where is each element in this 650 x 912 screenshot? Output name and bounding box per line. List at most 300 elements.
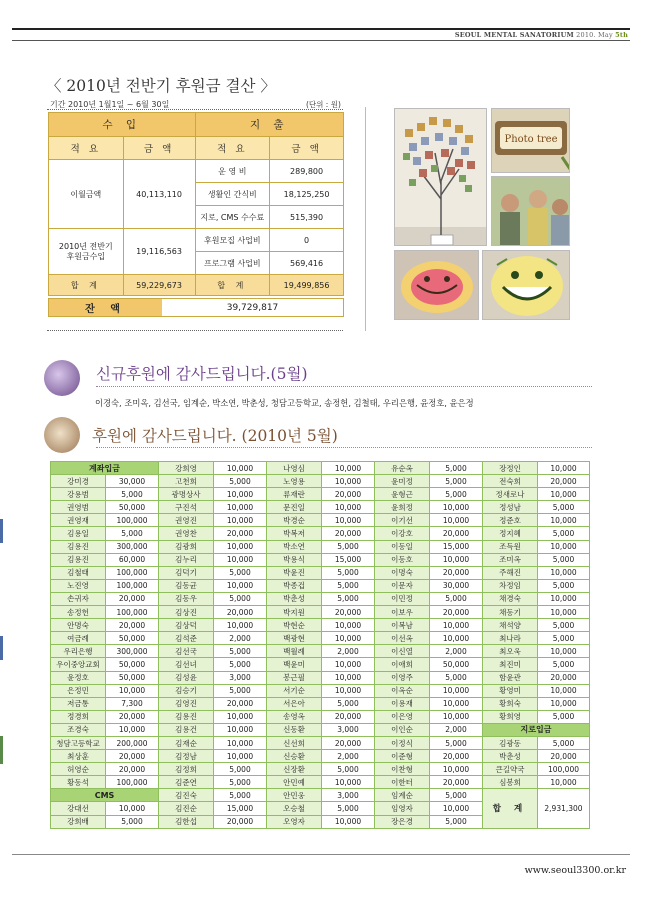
donor-amount: 20,000 — [430, 566, 483, 579]
donor-amount: 5,000 — [214, 658, 267, 671]
donor-amount: 20,000 — [322, 710, 375, 723]
donor-amount: 5,000 — [214, 789, 267, 802]
donor-name: 안민웅 — [267, 789, 322, 802]
donations-title: 후원에 감사드립니다. (2010년 5월) — [92, 427, 338, 445]
donor-name: 이영주 — [375, 671, 430, 684]
donor-amount: 100,000 — [106, 606, 159, 619]
total-label: 합 계 — [49, 275, 124, 296]
donor-name: 강대선 — [51, 802, 106, 815]
donor-amount: 5,000 — [430, 671, 483, 684]
header-rule — [12, 28, 630, 30]
balance-row — [48, 298, 344, 317]
donor-amount: 10,000 — [430, 763, 483, 776]
table-row — [51, 684, 590, 697]
donor-name: 류재란 — [267, 488, 322, 501]
donor-amount: 20,000 — [106, 763, 159, 776]
footer-url: www.seoul3300.or.kr — [524, 865, 626, 876]
donor-amount: 20,000 — [322, 488, 375, 501]
donor-name: 권영범 — [51, 501, 106, 514]
donor-name: 차정임 — [483, 579, 538, 592]
expense-label: 운 영 비 — [195, 160, 270, 183]
page-number: 5th — [615, 31, 628, 39]
table-row — [51, 488, 590, 501]
photo-tree-image — [394, 108, 487, 246]
donor-amount: 100,000 — [538, 763, 590, 776]
donor-name: 저금통 — [51, 697, 106, 710]
donor-name: 백광현 — [267, 632, 322, 645]
donor-amount: 2,000 — [322, 645, 375, 658]
donor-amount: 5,000 — [538, 501, 590, 514]
donor-amount: 3,000 — [322, 789, 375, 802]
donor-amount: 5,000 — [214, 592, 267, 605]
donor-name: 서은아 — [267, 697, 322, 710]
donor-amount: 5,000 — [322, 592, 375, 605]
table-row — [51, 566, 590, 579]
donor-name: 임계순 — [375, 789, 430, 802]
donor-name: 김용건 — [159, 723, 214, 736]
edge-mark — [0, 636, 3, 660]
donor-amount: 30,000 — [106, 475, 159, 488]
donor-name: 오승철 — [267, 802, 322, 815]
donor-amount: 10,000 — [430, 514, 483, 527]
expense-amount: 289,800 — [270, 160, 344, 183]
donor-amount: 100,000 — [106, 514, 159, 527]
donor-amount: 10,000 — [538, 776, 590, 789]
donor-amount: 20,000 — [106, 619, 159, 632]
donor-amount: 100,000 — [106, 566, 159, 579]
table-row — [51, 723, 590, 736]
donor-name: 황영미 — [483, 684, 538, 697]
donor-amount: 10,000 — [322, 462, 375, 475]
donor-name: 박현순 — [267, 619, 322, 632]
donor-amount: 10,000 — [214, 488, 267, 501]
donor-name: 큰길약국 — [483, 763, 538, 776]
photo-people — [491, 176, 570, 246]
donor-name: 송정헌 — [51, 606, 106, 619]
donor-amount: 10,000 — [214, 723, 267, 736]
income-amount: 40,113,110 — [123, 160, 195, 229]
hourglass-icon — [44, 360, 80, 396]
donor-amount: 5,000 — [430, 488, 483, 501]
donor-amount: 10,000 — [538, 514, 590, 527]
table-row — [51, 475, 590, 488]
donor-amount: 10,000 — [430, 710, 483, 723]
table-row — [51, 632, 590, 645]
donor-amount: 20,000 — [430, 606, 483, 619]
donor-amount: 10,000 — [106, 802, 159, 815]
expense-amount: 515,390 — [270, 206, 344, 229]
donor-amount: 3,000 — [322, 723, 375, 736]
donor-amount: 5,000 — [322, 763, 375, 776]
table-row — [51, 710, 590, 723]
donor-amount: 10,000 — [322, 815, 375, 828]
table-row — [51, 592, 590, 605]
income-total: 59,229,673 — [123, 275, 195, 296]
donor-amount: 20,000 — [430, 527, 483, 540]
donations-table — [50, 461, 590, 829]
donor-name: 김선국 — [159, 645, 214, 658]
col-desc: 적 요 — [195, 137, 270, 160]
donor-name: 여금례 — [51, 632, 106, 645]
donor-name: 노진영 — [51, 579, 106, 592]
donor-amount: 5,000 — [430, 815, 483, 828]
donor-name: 이신열 — [375, 645, 430, 658]
new-donors-title: 신규후원에 감사드립니다.(5월) — [96, 365, 308, 383]
donor-name: 박경순 — [267, 514, 322, 527]
expense-amount: 569,416 — [270, 252, 344, 275]
donor-name: 이옥순 — [375, 684, 430, 697]
table-row — [51, 658, 590, 671]
donor-amount: 20,000 — [322, 736, 375, 749]
donor-name: 김용진 — [159, 710, 214, 723]
donor-amount: 10,000 — [322, 671, 375, 684]
donor-name: 김상진 — [159, 606, 214, 619]
donor-name: 이애희 — [375, 658, 430, 671]
donor-name: 강희영 — [159, 462, 214, 475]
table-row — [51, 645, 590, 658]
donor-name: 안명숙 — [51, 619, 106, 632]
report-title: 〈 2010년 전반기 후원금 결산 〉 — [46, 77, 276, 95]
donor-amount: 10,000 — [322, 632, 375, 645]
header-date: 2010. May — [576, 31, 613, 39]
donor-name: 김진순 — [159, 802, 214, 815]
donor-amount: 10,000 — [214, 501, 267, 514]
donor-amount: 2,000 — [430, 645, 483, 658]
expense-label: 프로그램 사업비 — [195, 252, 270, 275]
donor-name: 권영진 — [159, 514, 214, 527]
donor-name: 주해진 — [483, 566, 538, 579]
donor-amount: 10,000 — [538, 645, 590, 658]
expense-label: 지로, CMS 수수료 — [195, 206, 270, 229]
donor-amount: 10,000 — [430, 802, 483, 815]
settlement-table — [48, 112, 344, 296]
donor-amount: 5,000 — [106, 815, 159, 828]
donor-name: 채석양 — [483, 619, 538, 632]
donor-name: 권영재 — [51, 514, 106, 527]
donor-amount: 10,000 — [322, 514, 375, 527]
donor-amount: 20,000 — [106, 750, 159, 763]
report-unit: (단위 : 원) — [306, 100, 341, 109]
section-header: CMS — [51, 789, 159, 802]
donor-name: 최상훈 — [51, 750, 106, 763]
donor-amount: 5,000 — [430, 736, 483, 749]
donor-name: 윤희정 — [375, 501, 430, 514]
donor-amount: 20,000 — [538, 750, 590, 763]
donor-amount: 10,000 — [322, 501, 375, 514]
expense-label: 후원모집 사업비 — [195, 229, 270, 252]
donor-amount: 5,000 — [430, 592, 483, 605]
donor-amount: 5,000 — [322, 697, 375, 710]
donor-name: 강용범 — [51, 488, 106, 501]
donor-name: 유순옥 — [375, 462, 430, 475]
donor-name: 고천희 — [159, 475, 214, 488]
donor-name: 김준연 — [159, 776, 214, 789]
edge-mark — [0, 519, 3, 543]
donor-name: 채경숙 — [483, 592, 538, 605]
donor-amount: 200,000 — [106, 736, 159, 749]
donor-amount: 15,000 — [214, 802, 267, 815]
sign-text: Photo tree — [504, 134, 558, 145]
donor-name: 김석준 — [159, 632, 214, 645]
donor-amount: 10,000 — [538, 684, 590, 697]
donor-name: 이정식 — [375, 736, 430, 749]
donor-name: 김용진 — [51, 540, 106, 553]
donor-amount: 10,000 — [538, 606, 590, 619]
donor-amount: 10,000 — [430, 501, 483, 514]
donor-amount: 5,000 — [538, 619, 590, 632]
expense-label: 생활인 간식비 — [195, 183, 270, 206]
donor-amount: 3,000 — [214, 671, 267, 684]
donor-amount: 10,000 — [214, 736, 267, 749]
income-label: 2010년 전반기 후원금수입 — [49, 229, 124, 275]
total-label: 합 계 — [483, 789, 538, 828]
donor-amount: 10,000 — [214, 540, 267, 553]
donor-name: 이명숙 — [375, 566, 430, 579]
donor-name: 이찬형 — [375, 763, 430, 776]
donor-amount: 20,000 — [538, 475, 590, 488]
donor-name: 이문자 — [375, 579, 430, 592]
donor-name: 이동호 — [375, 553, 430, 566]
photo-craft-2 — [482, 250, 570, 320]
donor-amount: 10,000 — [322, 619, 375, 632]
table-row — [51, 789, 590, 802]
donor-amount: 5,000 — [538, 579, 590, 592]
donor-amount: 2,000 — [322, 750, 375, 763]
donor-name: 심봉희 — [483, 776, 538, 789]
donor-name: 조미옥 — [483, 553, 538, 566]
donor-name: 김정남 — [159, 750, 214, 763]
col-amount: 금 액 — [123, 137, 195, 160]
donor-name: 조경숙 — [51, 723, 106, 736]
donor-amount: 50,000 — [106, 671, 159, 684]
donor-name: 김정희 — [159, 763, 214, 776]
donor-name: 김철태 — [51, 566, 106, 579]
donor-name: 이민정 — [375, 592, 430, 605]
column-divider — [365, 107, 366, 331]
table-row — [51, 553, 590, 566]
donor-amount: 10,000 — [214, 553, 267, 566]
donor-name: 김광희 — [159, 540, 214, 553]
donor-amount: 5,000 — [322, 540, 375, 553]
donor-name: 광명상사 — [159, 488, 214, 501]
donor-name: 이복남 — [375, 619, 430, 632]
donor-amount: 5,000 — [430, 789, 483, 802]
donor-amount: 20,000 — [214, 606, 267, 619]
donor-amount: 10,000 — [430, 684, 483, 697]
donor-amount: 5,000 — [430, 462, 483, 475]
donor-name: 박춘성 — [483, 750, 538, 763]
coins-icon — [44, 417, 80, 453]
donor-name: 이선옥 — [375, 632, 430, 645]
section-header: 계좌입금 — [51, 462, 159, 475]
header-rule — [12, 40, 630, 41]
donor-name: 청담고등학교 — [51, 736, 106, 749]
donor-name: 강희배 — [51, 815, 106, 828]
donor-name: 김승기 — [159, 684, 214, 697]
donor-amount: 10,000 — [322, 475, 375, 488]
section-header: 지로입금 — [483, 723, 590, 736]
donor-amount: 10,000 — [214, 514, 267, 527]
donor-name: 김동균 — [159, 579, 214, 592]
donor-name: 이강호 — [375, 527, 430, 540]
donor-amount: 5,000 — [214, 763, 267, 776]
donor-name: 임영자 — [375, 802, 430, 815]
donor-name: 최진미 — [483, 658, 538, 671]
donor-name: 윤형근 — [375, 488, 430, 501]
donor-name: 은정민 — [51, 684, 106, 697]
donor-amount: 5,000 — [214, 684, 267, 697]
donor-amount: 10,000 — [214, 710, 267, 723]
donor-name: 신장환 — [267, 763, 322, 776]
donor-amount: 5,000 — [538, 736, 590, 749]
income-label: 이월금액 — [49, 160, 124, 229]
donor-name: 박춘성 — [267, 592, 322, 605]
donor-name: 이은영 — [375, 710, 430, 723]
donor-name: 윤정호 — [51, 671, 106, 684]
table-row — [51, 750, 590, 763]
donor-amount: 15,000 — [430, 540, 483, 553]
donor-amount: 20,000 — [106, 592, 159, 605]
table-row — [51, 540, 590, 553]
donor-amount: 20,000 — [214, 815, 267, 828]
donor-name: 윤미정 — [375, 475, 430, 488]
table-row — [51, 514, 590, 527]
donor-name: 정경희 — [51, 710, 106, 723]
donor-amount: 10,000 — [322, 658, 375, 671]
donor-name: 이동일 — [375, 540, 430, 553]
photo-craft-1 — [394, 250, 479, 320]
income-amount: 19,116,563 — [123, 229, 195, 275]
donor-amount: 20,000 — [214, 527, 267, 540]
col-amount: 금 액 — [270, 137, 344, 160]
donor-amount: 10,000 — [214, 619, 267, 632]
donor-name: 함윤관 — [483, 671, 538, 684]
donor-amount: 30,000 — [430, 579, 483, 592]
donor-name: 백월례 — [267, 645, 322, 658]
donor-name: 이인순 — [375, 723, 430, 736]
donor-name: 이준형 — [375, 750, 430, 763]
donor-name: 박복저 — [267, 527, 322, 540]
donor-name: 우리은행 — [51, 645, 106, 658]
donor-amount: 5,000 — [538, 632, 590, 645]
donor-name: 김용일 — [51, 527, 106, 540]
income-header: 수 입 — [49, 113, 196, 137]
donor-name: 이보우 — [375, 606, 430, 619]
donor-amount: 5,000 — [538, 658, 590, 671]
table-row — [51, 606, 590, 619]
header-name: SEOUL MENTAL SANATORIUM — [454, 31, 574, 39]
divider — [96, 386, 592, 387]
donor-amount: 10,000 — [538, 488, 590, 501]
table-row — [51, 763, 590, 776]
donor-name: 신선희 — [267, 736, 322, 749]
donor-amount: 5,000 — [214, 475, 267, 488]
table-row — [51, 736, 590, 749]
expense-amount: 18,125,250 — [270, 183, 344, 206]
donor-name: 서기순 — [267, 684, 322, 697]
donor-amount: 50,000 — [430, 658, 483, 671]
donor-amount: 20,000 — [322, 527, 375, 540]
expense-header: 지 출 — [195, 113, 344, 137]
donor-amount: 10,000 — [214, 462, 267, 475]
table-row — [51, 462, 590, 475]
donor-name: 황동석 — [51, 776, 106, 789]
donor-amount: 5,000 — [538, 553, 590, 566]
donor-name: 김영진 — [159, 697, 214, 710]
donor-name: 이한터 — [375, 776, 430, 789]
donor-name: 최나라 — [483, 632, 538, 645]
donor-amount: 2,000 — [214, 632, 267, 645]
expense-total: 19,499,856 — [270, 275, 344, 296]
donor-name: 송영옥 — [267, 710, 322, 723]
donor-name: 정성남 — [483, 501, 538, 514]
donor-amount: 300,000 — [106, 645, 159, 658]
divider — [47, 330, 343, 331]
donor-name: 박윤진 — [267, 566, 322, 579]
total-label: 합 계 — [195, 275, 270, 296]
donor-amount: 100,000 — [106, 776, 159, 789]
donor-name: 박지원 — [267, 606, 322, 619]
donor-amount: 5,000 — [214, 776, 267, 789]
donor-name: 손귀자 — [51, 592, 106, 605]
divider — [96, 447, 592, 448]
donor-name: 김용진 — [51, 553, 106, 566]
donor-amount: 15,000 — [322, 553, 375, 566]
donor-name: 이기선 — [375, 514, 430, 527]
donor-name: 전숙희 — [483, 475, 538, 488]
donor-name: 권영찬 — [159, 527, 214, 540]
donor-name: 정준호 — [483, 514, 538, 527]
expense-amount: 0 — [270, 229, 344, 252]
footer-rule — [12, 854, 630, 855]
donor-amount: 20,000 — [106, 710, 159, 723]
donor-name: 백윤미 — [267, 658, 322, 671]
balance-amount: 39,729,817 — [226, 302, 279, 313]
report-period: 기간 2010년 1월1일 ~ 6월 30일 — [50, 100, 170, 109]
donor-amount: 5,000 — [430, 475, 483, 488]
donor-name: 최오욱 — [483, 645, 538, 658]
donor-amount: 10,000 — [106, 684, 159, 697]
donor-name: 정새로나 — [483, 488, 538, 501]
divider — [47, 109, 343, 110]
donor-name: 김누리 — [159, 553, 214, 566]
col-desc: 적 요 — [49, 137, 124, 160]
donor-amount: 10,000 — [538, 566, 590, 579]
donor-amount: 100,000 — [106, 579, 159, 592]
donor-name: 조득원 — [483, 540, 538, 553]
donor-amount: 2,000 — [430, 723, 483, 736]
donor-name: 김동우 — [159, 592, 214, 605]
donor-amount: 5,000 — [106, 527, 159, 540]
donor-name: 김상덕 — [159, 619, 214, 632]
donor-amount: 10,000 — [430, 619, 483, 632]
donor-name: 신승환 — [267, 750, 322, 763]
donor-name: 허영순 — [51, 763, 106, 776]
donor-name: 장은경 — [375, 815, 430, 828]
donor-name: 강미경 — [51, 475, 106, 488]
donor-amount: 20,000 — [322, 606, 375, 619]
donor-name: 노영용 — [267, 475, 322, 488]
donor-amount: 5,000 — [538, 527, 590, 540]
donor-amount: 20,000 — [430, 776, 483, 789]
donor-amount: 60,000 — [106, 553, 159, 566]
donor-amount: 10,000 — [106, 723, 159, 736]
donor-name: 문진일 — [267, 501, 322, 514]
donor-amount: 5,000 — [538, 710, 590, 723]
photo-tree-sign — [491, 108, 570, 173]
donor-amount: 10,000 — [430, 553, 483, 566]
donor-amount: 5,000 — [214, 645, 267, 658]
